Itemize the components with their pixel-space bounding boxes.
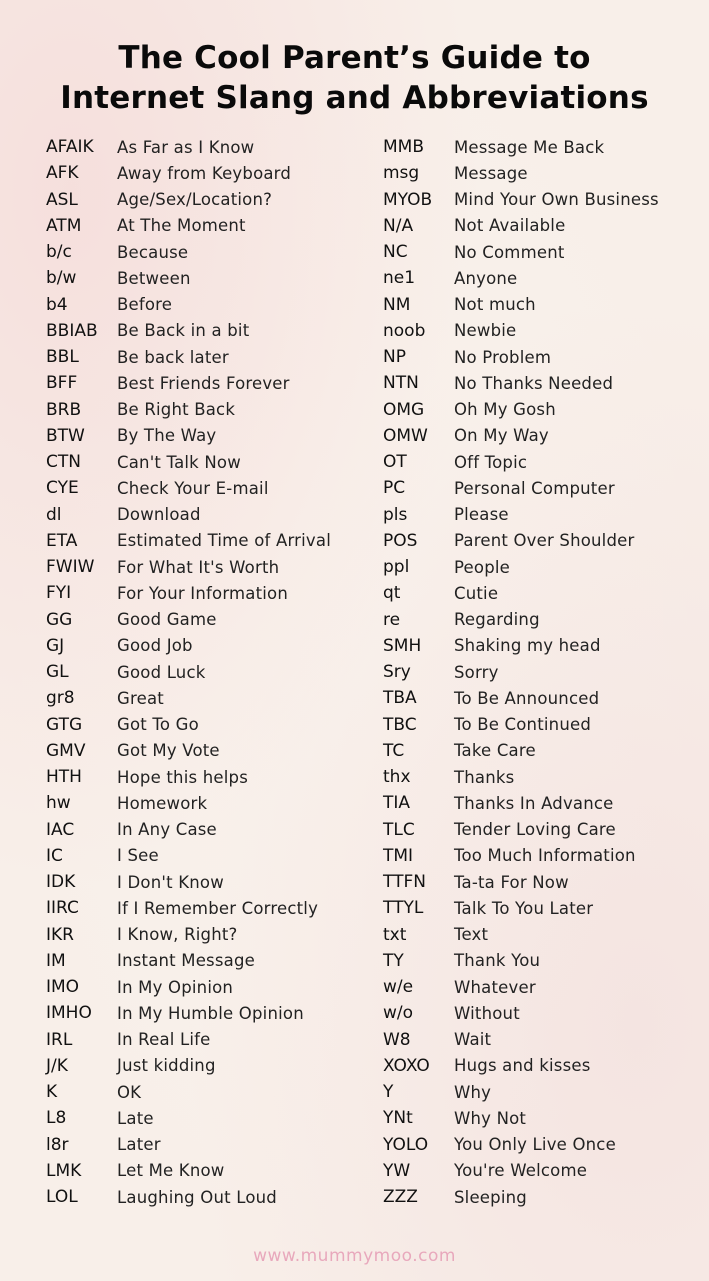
abbreviation: IC xyxy=(46,845,63,866)
list-item xyxy=(46,1027,366,1053)
list-item xyxy=(383,449,693,475)
abbreviation: w/o xyxy=(383,1003,414,1024)
abbreviation: PC xyxy=(383,478,406,499)
abbreviation-meaning: Best Friends Forever xyxy=(117,373,290,393)
list-item xyxy=(383,580,693,606)
abbreviation: l8r xyxy=(46,1134,69,1155)
list-item xyxy=(383,475,693,501)
list-item xyxy=(46,607,366,633)
abbreviation: YNt xyxy=(383,1108,413,1129)
abbreviation-meaning: Be Back in a bit xyxy=(117,321,250,341)
abbreviation-meaning: I Don't Know xyxy=(117,872,224,892)
abbreviation-meaning: In My Humble Opinion xyxy=(117,1003,304,1023)
list-item xyxy=(383,1000,693,1026)
list-item xyxy=(46,187,366,213)
list-item xyxy=(383,265,693,291)
abbreviation: SMH xyxy=(383,635,422,656)
abbreviation-meaning: Good Luck xyxy=(117,662,206,682)
abbreviation-meaning: Cutie xyxy=(454,583,499,603)
abbreviation: txt xyxy=(383,924,407,945)
list-item xyxy=(383,423,693,449)
abbreviation: NM xyxy=(383,294,411,315)
abbreviation: TBA xyxy=(383,688,417,709)
abbreviation: BRB xyxy=(46,399,82,420)
abbreviation-meaning: Check Your E-mail xyxy=(117,478,269,498)
list-item xyxy=(46,659,366,685)
abbreviation-meaning: Estimated Time of Arrival xyxy=(117,531,331,551)
list-item xyxy=(383,895,693,921)
list-item xyxy=(46,318,366,344)
abbreviation: TLC xyxy=(383,819,415,840)
abbreviation-meaning: No Comment xyxy=(454,242,565,262)
list-item xyxy=(46,370,366,396)
list-item xyxy=(383,712,693,738)
abbreviation: BBL xyxy=(46,347,79,368)
abbreviation-meaning: Good Game xyxy=(117,610,217,630)
list-item xyxy=(46,1000,366,1026)
list-item xyxy=(383,948,693,974)
abbreviation: ZZZ xyxy=(383,1187,418,1208)
abbreviation-meaning: To Be Continued xyxy=(454,715,591,735)
abbreviation-meaning: If I Remember Correctly xyxy=(117,898,319,918)
abbreviation-meaning: Why Not xyxy=(454,1108,527,1128)
abbreviation-meaning: Download xyxy=(117,505,201,525)
abbreviation-meaning: For What It's Worth xyxy=(117,557,280,577)
abbreviation-meaning: Shaking my head xyxy=(454,636,601,656)
abbreviation: GMV xyxy=(46,740,86,761)
abbreviation-meaning: People xyxy=(454,557,511,577)
abbreviation-meaning: Parent Over Shoulder xyxy=(454,531,635,551)
page-title-line-1: The Cool Parent’s Guide to xyxy=(118,40,591,76)
abbreviation-meaning: Why xyxy=(454,1082,492,1102)
list-item xyxy=(46,397,366,423)
list-item xyxy=(383,843,693,869)
list-item xyxy=(383,869,693,895)
abbreviation: ppl xyxy=(383,557,410,578)
abbreviation: MYOB xyxy=(383,189,433,210)
abbreviation: MMB xyxy=(383,137,424,158)
list-item xyxy=(46,475,366,501)
abbreviation-meaning: Thanks xyxy=(454,767,515,787)
abbreviation: TIA xyxy=(383,793,411,814)
abbreviation-meaning: Whatever xyxy=(454,977,536,997)
abbreviation: IM xyxy=(46,950,66,971)
footer-url: www.mummymoo.com xyxy=(253,1246,456,1266)
abbreviation: noob xyxy=(383,320,426,341)
list-item xyxy=(383,370,693,396)
list-item xyxy=(46,265,366,291)
abbreviation-meaning: Sorry xyxy=(454,662,499,682)
abbreviation-meaning: I Know, Right? xyxy=(117,925,238,945)
list-item xyxy=(46,580,366,606)
abbreviation: IMO xyxy=(46,977,80,998)
list-item xyxy=(383,1105,693,1131)
abbreviation-meaning: Ta-ta For Now xyxy=(454,872,569,892)
abbreviation-meaning: Laughing Out Loud xyxy=(117,1187,277,1207)
abbreviation: ASL xyxy=(46,189,78,210)
abbreviation-meaning: Thank You xyxy=(454,951,541,971)
abbreviation-meaning: OK xyxy=(117,1082,142,1102)
list-item xyxy=(383,607,693,633)
abbreviation-meaning: In Any Case xyxy=(117,820,217,840)
abbreviation-meaning: For Your Information xyxy=(117,583,289,603)
list-item xyxy=(383,1184,693,1210)
abbreviation: K xyxy=(46,1082,58,1103)
list-item xyxy=(46,948,366,974)
list-item xyxy=(46,239,366,265)
abbreviation: b4 xyxy=(46,294,68,315)
abbreviation: GTG xyxy=(46,714,83,735)
abbreviation-meaning: Good Job xyxy=(117,636,193,656)
list-item xyxy=(46,213,366,239)
abbreviation-meaning: Late xyxy=(117,1108,154,1128)
abbreviation: HTH xyxy=(46,767,82,788)
list-item xyxy=(46,817,366,843)
list-item xyxy=(383,659,693,685)
abbreviation: GJ xyxy=(46,635,65,656)
abbreviation: GL xyxy=(46,662,69,683)
abbreviation: LOL xyxy=(46,1187,78,1208)
abbreviation-meaning: In Real Life xyxy=(117,1030,211,1050)
abbreviation: XOXO xyxy=(383,1055,430,1076)
list-item xyxy=(46,134,366,160)
abbreviation: J/K xyxy=(46,1055,68,1076)
abbreviation: NTN xyxy=(383,373,419,394)
slang-list-left xyxy=(46,134,366,1210)
abbreviation: OMW xyxy=(383,425,428,446)
abbreviation-meaning: By The Way xyxy=(117,426,217,446)
abbreviation: IKR xyxy=(46,924,74,945)
abbreviation-meaning: Before xyxy=(117,295,173,315)
list-item xyxy=(46,1158,366,1184)
abbreviation: TMI xyxy=(383,845,414,866)
list-item xyxy=(383,922,693,948)
abbreviation-meaning: Message xyxy=(454,163,528,183)
abbreviation-meaning: Too Much Information xyxy=(454,846,636,866)
list-item xyxy=(46,790,366,816)
abbreviation: BTW xyxy=(46,425,85,446)
abbreviation-meaning: Away from Keyboard xyxy=(117,163,292,183)
list-item xyxy=(46,292,366,318)
abbreviation-meaning: Thanks In Advance xyxy=(454,793,614,813)
list-item xyxy=(46,685,366,711)
list-item xyxy=(383,1079,693,1105)
abbreviation: CTN xyxy=(46,452,81,473)
abbreviation: TC xyxy=(383,740,405,761)
abbreviation-meaning: Between xyxy=(117,268,191,288)
list-item xyxy=(383,974,693,1000)
abbreviation-meaning: Hugs and kisses xyxy=(454,1056,591,1076)
abbreviation-meaning: Mind Your Own Business xyxy=(454,190,659,210)
abbreviation-meaning: Instant Message xyxy=(117,951,255,971)
abbreviation-meaning: Anyone xyxy=(454,268,518,288)
abbreviation: TTFN xyxy=(383,872,426,893)
abbreviation: NP xyxy=(383,347,406,368)
abbreviation-meaning: In My Opinion xyxy=(117,977,234,997)
abbreviation: YOLO xyxy=(383,1134,429,1155)
list-item xyxy=(46,502,366,528)
abbreviation: IRL xyxy=(46,1029,73,1050)
abbreviation: w/e xyxy=(383,977,414,998)
abbreviation-meaning: You're Welcome xyxy=(454,1161,588,1181)
abbreviation: OMG xyxy=(383,399,425,420)
abbreviation-meaning: You Only Live Once xyxy=(454,1135,616,1155)
abbreviation-meaning: Because xyxy=(117,242,189,262)
list-item xyxy=(46,869,366,895)
list-item xyxy=(46,344,366,370)
abbreviation: YW xyxy=(383,1160,411,1181)
abbreviation-meaning: Not Available xyxy=(454,216,566,236)
abbreviation-meaning: On My Way xyxy=(454,426,549,446)
abbreviation: LMK xyxy=(46,1160,82,1181)
abbreviation-meaning: Message Me Back xyxy=(454,137,605,157)
abbreviation: ETA xyxy=(46,530,78,551)
abbreviation: b/c xyxy=(46,242,72,263)
abbreviation-meaning: Great xyxy=(117,688,164,708)
list-item xyxy=(46,1079,366,1105)
abbreviation: W8 xyxy=(383,1029,411,1050)
list-item xyxy=(46,1053,366,1079)
list-item xyxy=(46,764,366,790)
abbreviation: hw xyxy=(46,793,71,814)
abbreviation: GG xyxy=(46,609,73,630)
abbreviation: dl xyxy=(46,504,62,525)
abbreviation-meaning: No Problem xyxy=(454,347,552,367)
abbreviation: BFF xyxy=(46,373,78,394)
abbreviation: ne1 xyxy=(383,268,416,289)
abbreviation-meaning: Wait xyxy=(454,1030,492,1050)
abbreviation-meaning: Off Topic xyxy=(454,452,528,472)
abbreviation-meaning: Got To Go xyxy=(117,715,199,735)
list-item xyxy=(383,397,693,423)
list-item xyxy=(383,633,693,659)
abbreviation-meaning: Just kidding xyxy=(117,1056,216,1076)
abbreviation: TBC xyxy=(383,714,417,735)
page-title xyxy=(0,38,709,118)
abbreviation-meaning: Talk To You Later xyxy=(454,898,594,918)
abbreviation-meaning: Age/Sex/Location? xyxy=(117,190,273,210)
list-item xyxy=(46,633,366,659)
abbreviation: NC xyxy=(383,242,408,263)
list-item xyxy=(46,974,366,1000)
abbreviation: L8 xyxy=(46,1108,67,1129)
list-item xyxy=(383,790,693,816)
list-item xyxy=(46,843,366,869)
list-item xyxy=(383,817,693,843)
list-item xyxy=(383,134,693,160)
abbreviation-meaning: Oh My Gosh xyxy=(454,400,556,420)
list-item xyxy=(383,554,693,580)
abbreviation-meaning: Homework xyxy=(117,793,208,813)
list-item xyxy=(383,344,693,370)
abbreviation-meaning: Be back later xyxy=(117,347,229,367)
abbreviation-meaning: I See xyxy=(117,846,159,866)
abbreviation-meaning: Let Me Know xyxy=(117,1161,225,1181)
page-title-line-2: Internet Slang and Abbreviations xyxy=(60,80,649,116)
abbreviation-meaning: Can't Talk Now xyxy=(117,452,241,472)
abbreviation: IAC xyxy=(46,819,75,840)
abbreviation: IIRC xyxy=(46,898,79,919)
abbreviation: POS xyxy=(383,530,418,551)
list-item xyxy=(46,528,366,554)
abbreviation: re xyxy=(383,609,401,630)
list-item xyxy=(383,187,693,213)
list-item xyxy=(383,502,693,528)
abbreviation: Sry xyxy=(383,662,411,683)
abbreviation: CYE xyxy=(46,478,79,499)
abbreviation: TTYL xyxy=(383,898,424,919)
list-item xyxy=(46,1132,366,1158)
abbreviation: TY xyxy=(383,950,404,971)
abbreviation: pls xyxy=(383,504,408,525)
abbreviation: qt xyxy=(383,583,401,604)
list-item xyxy=(46,1105,366,1131)
abbreviation: IMHO xyxy=(46,1003,92,1024)
abbreviation-meaning: Newbie xyxy=(454,321,517,341)
list-item xyxy=(46,554,366,580)
list-item xyxy=(383,1027,693,1053)
abbreviation-meaning: Regarding xyxy=(454,610,540,630)
list-item xyxy=(383,764,693,790)
abbreviation-meaning: Please xyxy=(454,505,509,525)
abbreviation-meaning: Hope this helps xyxy=(117,767,248,787)
abbreviation: msg xyxy=(383,163,420,184)
abbreviation-meaning: As Far as I Know xyxy=(117,137,255,157)
list-item xyxy=(46,449,366,475)
list-item xyxy=(383,318,693,344)
list-item xyxy=(383,685,693,711)
abbreviation-meaning: Not much xyxy=(454,295,536,315)
abbreviation: N/A xyxy=(383,215,414,236)
abbreviation-meaning: No Thanks Needed xyxy=(454,373,614,393)
abbreviation: AFAIK xyxy=(46,137,94,158)
abbreviation: FYI xyxy=(46,583,72,604)
abbreviation: IDK xyxy=(46,872,76,893)
abbreviation: Y xyxy=(383,1082,394,1103)
abbreviation-meaning: Take Care xyxy=(454,741,536,761)
abbreviation: BBIAB xyxy=(46,320,98,341)
abbreviation-meaning: To Be Announced xyxy=(454,688,600,708)
list-item xyxy=(383,239,693,265)
abbreviation-meaning: Personal Computer xyxy=(454,478,615,498)
abbreviation: FWIW xyxy=(46,557,95,578)
list-item xyxy=(46,922,366,948)
list-item xyxy=(383,160,693,186)
abbreviation-meaning: At The Moment xyxy=(117,216,246,236)
abbreviation-meaning: Text xyxy=(454,925,489,945)
list-item xyxy=(383,292,693,318)
list-item xyxy=(46,423,366,449)
abbreviation-meaning: Tender Loving Care xyxy=(454,820,616,840)
abbreviation-meaning: Got My Vote xyxy=(117,741,220,761)
list-item xyxy=(383,213,693,239)
abbreviation-meaning: Later xyxy=(117,1135,161,1155)
list-item xyxy=(383,1132,693,1158)
slang-list-right xyxy=(383,134,693,1210)
list-item xyxy=(383,528,693,554)
list-item xyxy=(46,738,366,764)
list-item xyxy=(46,895,366,921)
list-item xyxy=(46,712,366,738)
list-item xyxy=(46,160,366,186)
abbreviation-meaning: Be Right Back xyxy=(117,400,236,420)
abbreviation: b/w xyxy=(46,268,77,289)
list-item xyxy=(383,738,693,764)
abbreviation: gr8 xyxy=(46,688,75,709)
abbreviation-meaning: Without xyxy=(454,1003,520,1023)
abbreviation: OT xyxy=(383,452,407,473)
list-item xyxy=(383,1053,693,1079)
list-item xyxy=(46,1184,366,1210)
abbreviation: thx xyxy=(383,767,411,788)
abbreviation: AFK xyxy=(46,163,79,184)
abbreviation: ATM xyxy=(46,215,82,236)
abbreviation-meaning: Sleeping xyxy=(454,1187,527,1207)
list-item xyxy=(383,1158,693,1184)
